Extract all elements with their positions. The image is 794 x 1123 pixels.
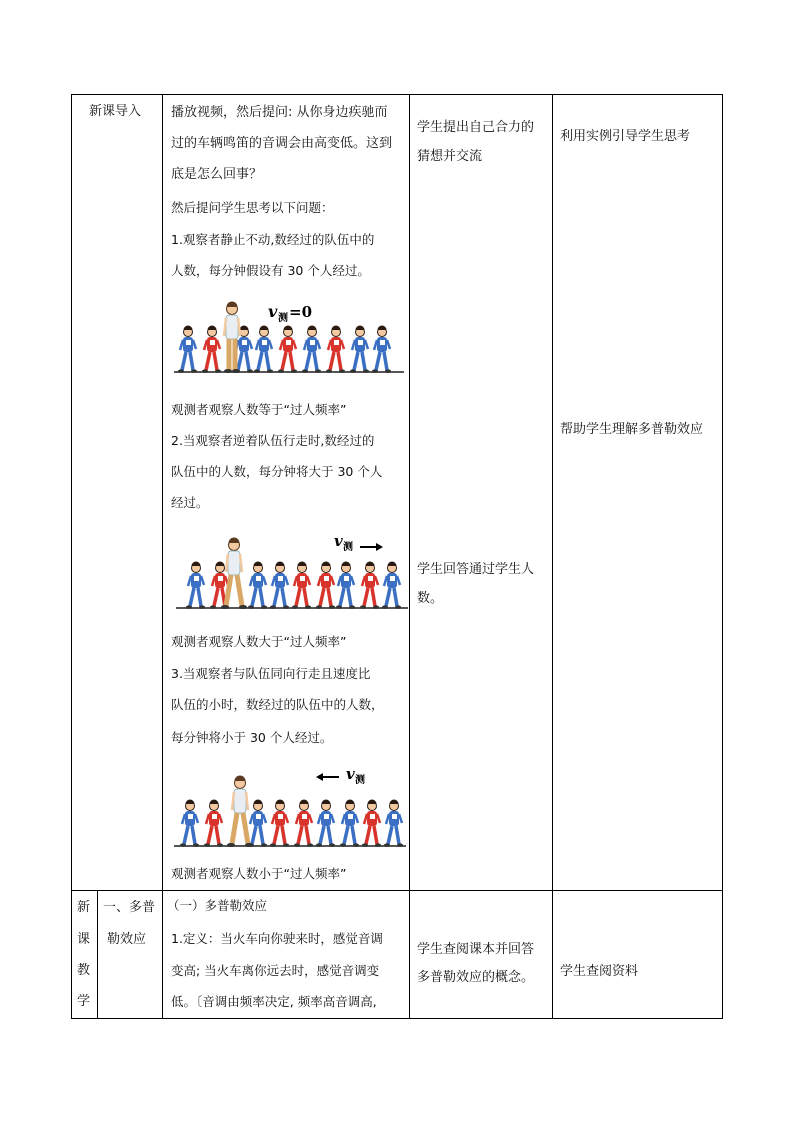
marching-student: [294, 800, 313, 847]
text-line: 人数，每分钟假设有 30 个人经过。: [171, 263, 370, 278]
text-line: 利用实例引导学生思考: [560, 129, 691, 144]
stage-char: 新: [77, 900, 91, 915]
marching-student: [360, 562, 379, 609]
svg-text:=0: =0: [289, 303, 313, 321]
text-line: 队伍的小时，数经过的队伍中的人数，: [171, 697, 384, 712]
text-line: 学生回答通过学生人: [417, 562, 535, 577]
marching-student: [278, 326, 297, 373]
svg-text:测: 测: [355, 775, 365, 786]
marching-student: [270, 800, 289, 847]
marchers-illustration: [174, 762, 406, 850]
marching-student: [302, 326, 321, 373]
caption: 观测者观察人数小于“过人频率”: [171, 866, 347, 881]
section-label: 新课导入: [89, 104, 142, 119]
text-line: 帮助学生理解多普勒效应: [560, 422, 704, 437]
marching-student: [382, 562, 401, 609]
text-line: 学生查阅课本并回答: [417, 942, 535, 957]
text-line: 经过。: [171, 495, 209, 510]
text-line: 多普勒效应的概念。: [417, 970, 535, 985]
marching-student: [254, 326, 273, 373]
text-line: 播放视频，然后提问: 从你身边疾驰而: [171, 105, 388, 120]
stage-char: 教: [77, 963, 91, 978]
text-line: 猜想并交流: [417, 149, 483, 164]
text-line: 每分钟将小于 30 个人经过。: [171, 730, 333, 745]
svg-text:v: v: [268, 302, 278, 321]
text-line: 勒效应: [107, 932, 147, 947]
text-line: 过的车辆鸣笛的音调会由高变低。这到: [171, 136, 393, 151]
caption: 观测者观察人数大于“过人频率”: [171, 634, 347, 649]
col-divider: [97, 891, 98, 1018]
marching-student: [340, 800, 359, 847]
text-line: 一、多普: [103, 900, 156, 915]
col-divider: [162, 95, 163, 1018]
svg-text:v: v: [346, 765, 355, 783]
observer-figure: [224, 302, 240, 374]
text-line: （一）多普勒效应: [167, 898, 268, 913]
marching-student: [316, 562, 335, 609]
marching-student: [180, 800, 199, 847]
text-line: 2.当观察者逆着队伍行走时,数经过的: [171, 433, 375, 448]
marching-student: [270, 562, 289, 609]
svg-text:测: 测: [278, 313, 288, 324]
observer-figure: [221, 538, 247, 610]
marching-student: [316, 800, 335, 847]
text-line: 变高; 当火车离你远去时，感觉音调变: [171, 963, 380, 978]
col-divider: [409, 95, 410, 1018]
text-line: 然后提问学生思考以下问题：: [171, 200, 334, 215]
text-line: 数。: [417, 591, 444, 606]
marching-student: [248, 800, 267, 847]
marching-student: [350, 326, 369, 373]
stage-char: 课: [77, 932, 91, 947]
marchers-illustration: [176, 532, 408, 612]
marching-student: [336, 562, 355, 609]
text-line: 底是怎么回事？: [171, 167, 263, 182]
marching-student: [204, 800, 223, 847]
svg-text:测: 测: [343, 542, 353, 553]
marching-student: [362, 800, 381, 847]
col-divider: [552, 95, 553, 1018]
text-line: 3.当观察者与队伍同向行走且速度比: [171, 666, 371, 681]
text-line: 1.观察者静止不动,数经过的队伍中的: [171, 232, 375, 247]
text-line: 低。〔音调由频率决定, 频率高音调高,: [171, 994, 377, 1009]
marching-student: [292, 562, 311, 609]
svg-text:v: v: [334, 532, 343, 550]
marching-student: [186, 562, 205, 609]
design-intent: 学生查阅资料: [560, 964, 639, 979]
marching-student: [384, 800, 403, 847]
marching-student: [372, 326, 391, 373]
text-line: 学生提出自己合力的: [417, 120, 535, 135]
marchers-illustration: [174, 296, 404, 376]
marching-student: [178, 326, 197, 373]
caption: 观测者观察人数等于“过人频率”: [171, 402, 347, 417]
marching-student: [248, 562, 267, 609]
text-line: 队伍中的人数，每分钟将大于 30 个人: [171, 464, 383, 479]
observer-figure: [227, 776, 253, 848]
marching-student: [202, 326, 221, 373]
marching-student: [326, 326, 345, 373]
stage-char: 学: [77, 994, 91, 1009]
text-line: 1.定义：当火车向你驶来时，感觉音调: [171, 931, 383, 946]
